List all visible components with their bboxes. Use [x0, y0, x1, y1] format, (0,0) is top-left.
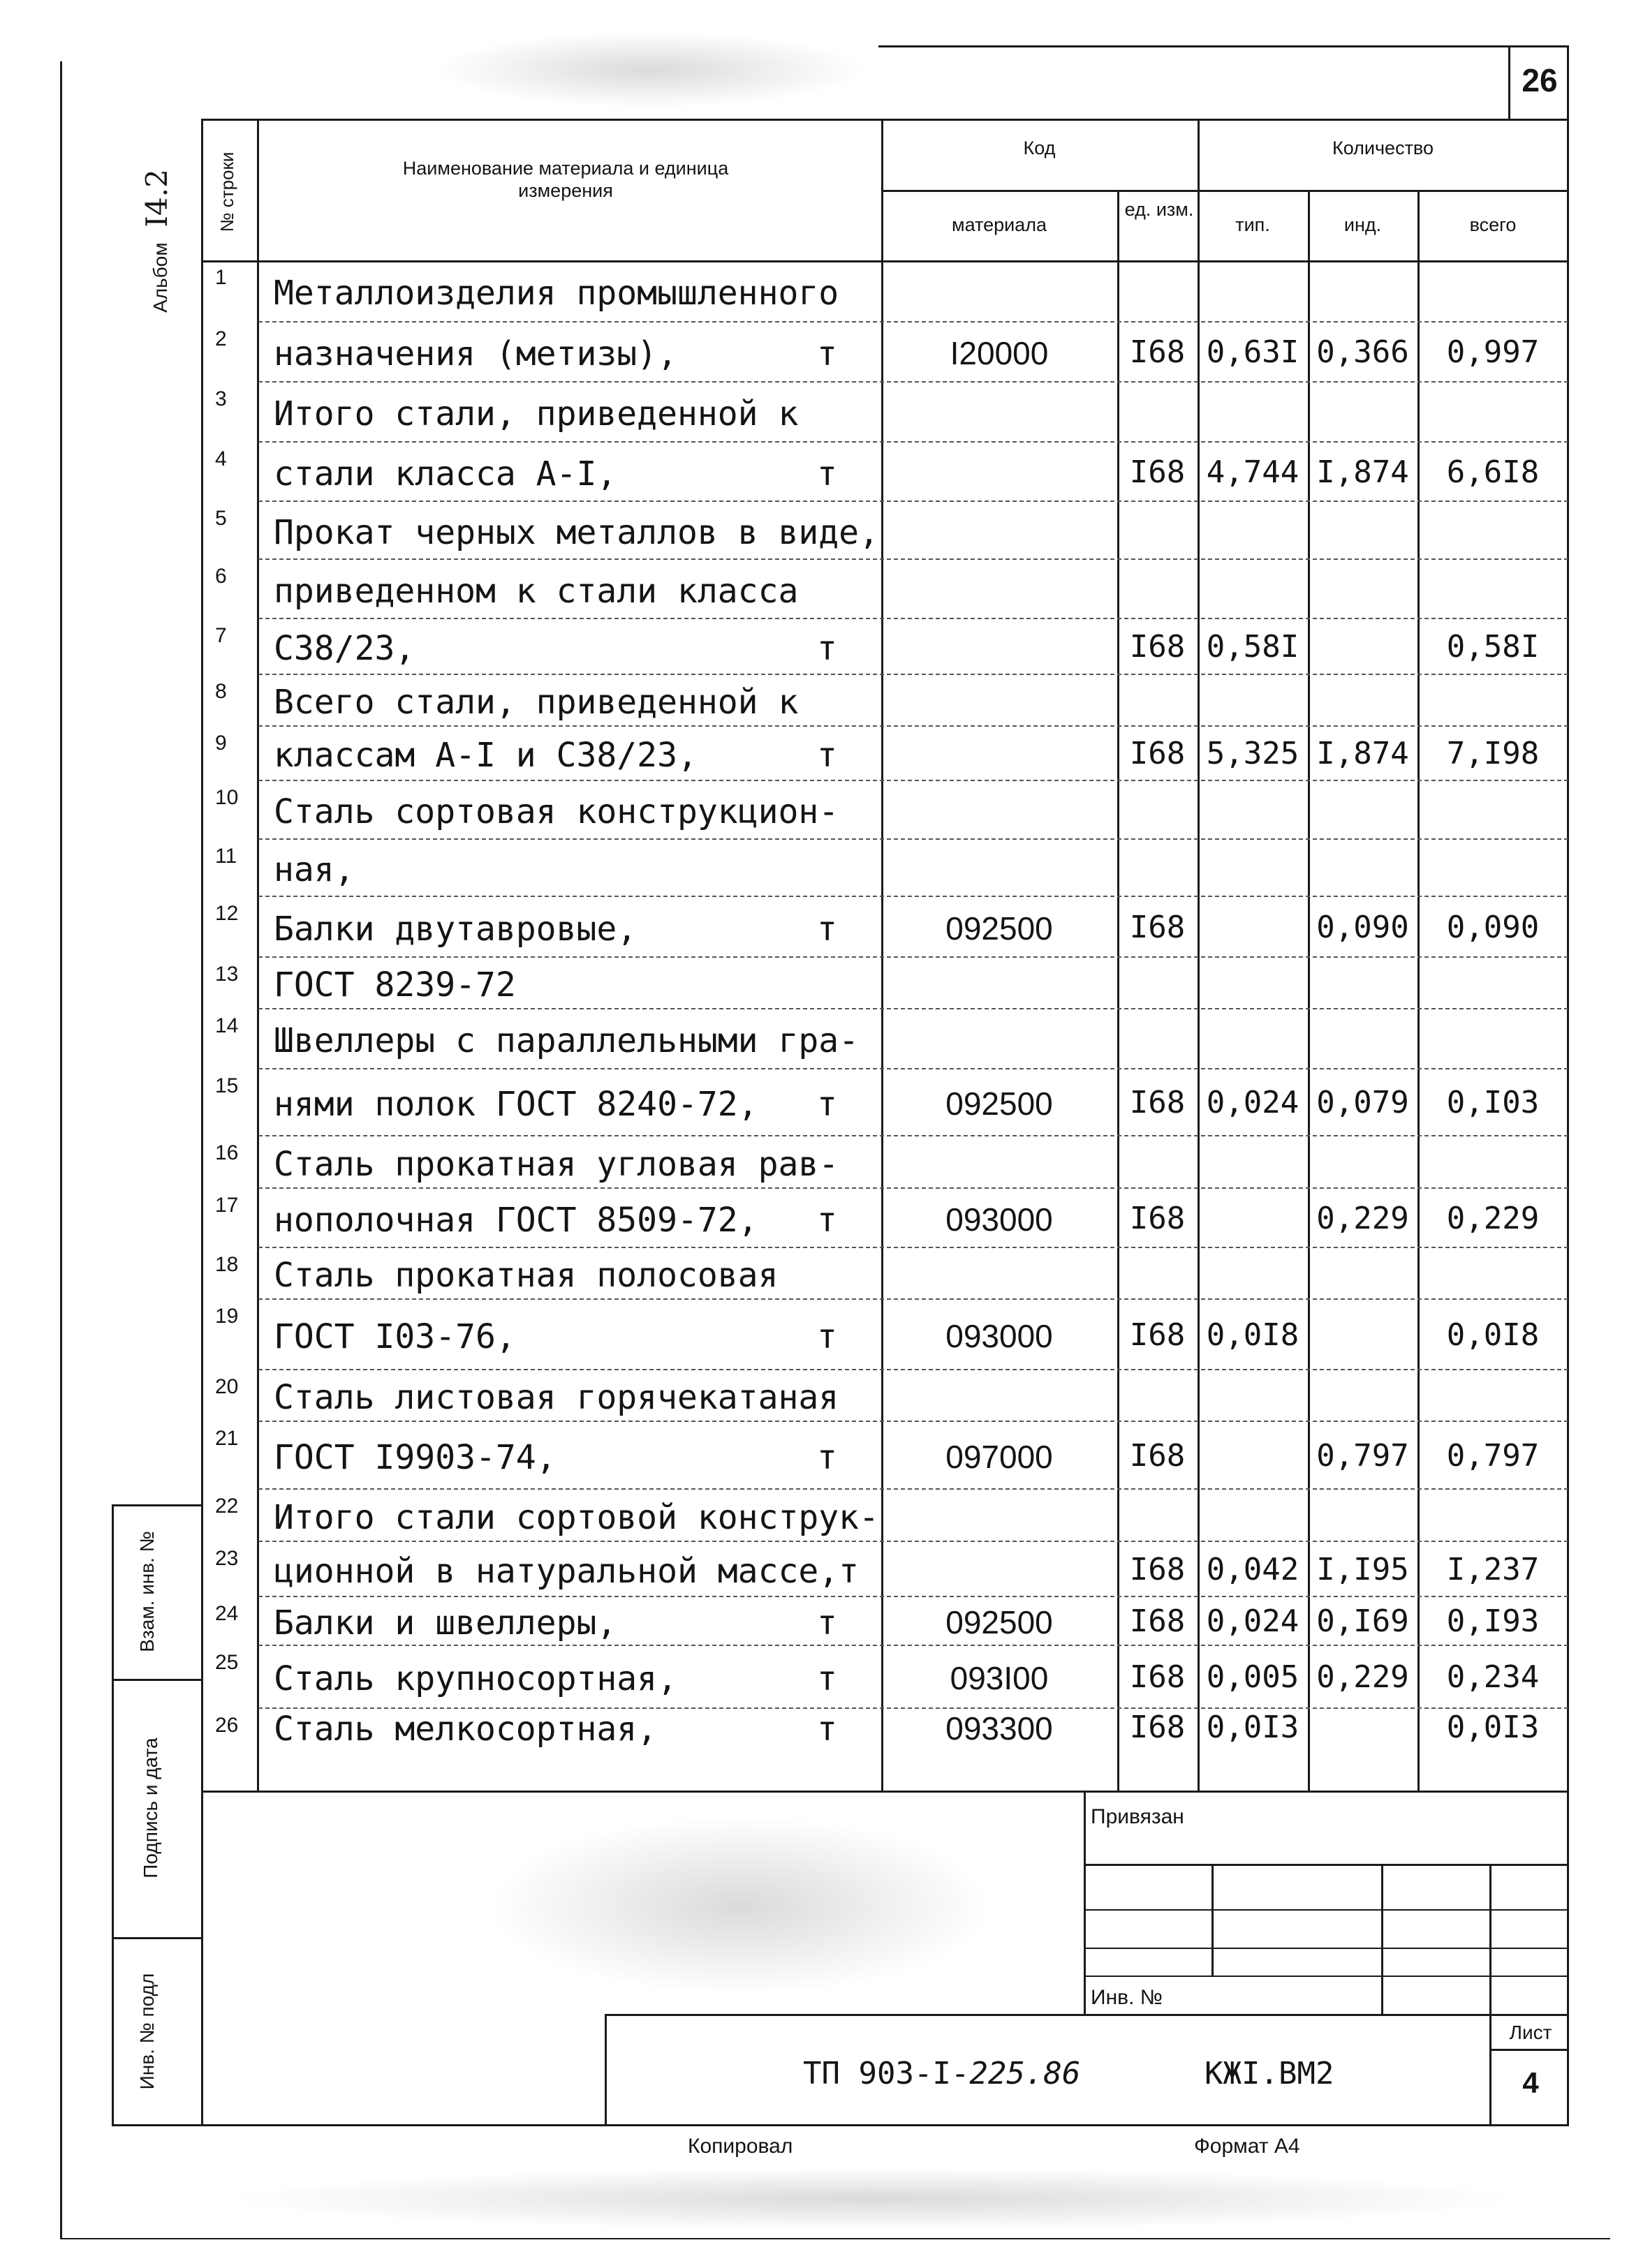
material-code: 092500	[945, 910, 1053, 947]
material-name: Металлоизделия промышленного	[274, 274, 839, 313]
qty-total: 0,229	[1446, 1200, 1540, 1236]
stamp-inv-label: Инв. №	[1091, 1986, 1163, 2009]
qty-ind: I,874	[1316, 454, 1409, 490]
unit-mark: т	[817, 1317, 837, 1356]
material-name: Сталь прокатная полосовая	[274, 1256, 779, 1295]
qty-ind: 0,I69	[1316, 1603, 1409, 1639]
row-number: 7	[215, 624, 227, 647]
table-bottom-line	[202, 1791, 1568, 1793]
stamp-designation-code: КЖI.ВМ2	[1205, 2056, 1334, 2091]
unit-code: I68	[1129, 1437, 1186, 1474]
stamp-main-left	[605, 2014, 607, 2126]
material-name: ционной в натуральной массе,т	[274, 1551, 860, 1591]
qty-typ: 0,024	[1206, 1603, 1299, 1639]
row-number: 21	[215, 1427, 239, 1450]
material-name: Всего стали, приведенной к	[274, 683, 799, 722]
stamp-col-1	[1211, 1864, 1214, 1976]
material-code: I20000	[950, 335, 1049, 371]
row-number: 8	[215, 680, 227, 703]
unit-code: I68	[1129, 736, 1186, 771]
row-number: 20	[215, 1375, 239, 1398]
row-number: 13	[215, 963, 239, 986]
material-name: Итого стали, приведенной к	[274, 394, 799, 433]
unit-mark: т	[817, 454, 837, 494]
row-number: 18	[215, 1253, 239, 1276]
outer-frame-left	[60, 61, 62, 2239]
sign-date-label: Подпись и дата	[140, 1737, 161, 1878]
material-code: 093000	[945, 1201, 1053, 1238]
unit-mark: т	[817, 1437, 837, 1477]
footer-copied: Копировал	[688, 2135, 793, 2158]
qty-total: 0,58I	[1446, 629, 1540, 665]
table-row	[202, 839, 1568, 896]
material-code: 093I00	[950, 1660, 1049, 1696]
qty-ind: 0,229	[1316, 1200, 1409, 1236]
row-number: 19	[215, 1305, 239, 1328]
qty-typ: 4,744	[1206, 454, 1299, 490]
row-number: 12	[215, 902, 239, 925]
material-code: 093300	[945, 1710, 1053, 1747]
page-number-top	[878, 45, 1568, 47]
row-number: 16	[215, 1141, 239, 1164]
album-number: I4.2	[140, 169, 174, 228]
qty-ind: I,I95	[1316, 1551, 1409, 1587]
header-quantity: Количество	[1332, 138, 1434, 158]
header-row-no	[209, 136, 251, 255]
header-row-no-text: № строки	[216, 151, 237, 232]
material-name: Балки и швеллеры,	[274, 1603, 617, 1643]
qty-typ: 0,024	[1206, 1085, 1299, 1120]
qty-total: 0,I93	[1446, 1603, 1540, 1639]
material-name: Сталь крупносортная,	[274, 1659, 677, 1698]
album-label	[140, 161, 175, 321]
side-strip-top	[112, 1504, 202, 1506]
stamp-col-3	[1489, 1864, 1491, 2126]
qty-ind: 0,090	[1316, 909, 1409, 945]
qty-total: I,237	[1446, 1551, 1540, 1587]
inv-replace-label: Взам. инв. №	[136, 1531, 158, 1652]
qty-total: 0,0I8	[1446, 1317, 1540, 1353]
qty-ind: 0,797	[1316, 1437, 1409, 1474]
stamp-line-4	[1084, 1976, 1568, 1977]
material-name: классам А-I и С38/23,	[274, 736, 698, 775]
row-number: 26	[215, 1714, 239, 1737]
stamp-col-2	[1381, 1864, 1383, 2014]
material-code: 092500	[945, 1085, 1053, 1122]
qty-typ: 0,63I	[1206, 334, 1299, 370]
row-number: 22	[215, 1495, 239, 1518]
qty-typ: 0,0I8	[1206, 1317, 1299, 1353]
stamp-line-1	[1084, 1864, 1568, 1866]
scan-smudge	[223, 2167, 1522, 2230]
inv-original-label: Инв. № подл	[136, 1973, 158, 2090]
material-name: нополочная ГОСТ 8509-72,	[274, 1200, 758, 1240]
stamp-line-3	[1084, 1948, 1568, 1949]
material-name: ГОСТ 8239-72	[274, 965, 516, 1005]
material-name: ная,	[274, 850, 355, 889]
side-strip-left	[112, 1504, 114, 2126]
material-name: нями полок ГОСТ 8240-72,	[274, 1085, 758, 1124]
row-number: 6	[215, 565, 227, 588]
qty-ind: 0,366	[1316, 334, 1409, 370]
side-strip-div2	[112, 1937, 202, 1939]
unit-code: I68	[1129, 1710, 1186, 1745]
unit-code: I68	[1129, 1317, 1186, 1353]
unit-code: I68	[1129, 1085, 1186, 1120]
header-material: материала	[952, 214, 1047, 235]
album-label-text: Альбом	[149, 242, 171, 313]
row-number: 2	[215, 327, 227, 350]
unit-code: I68	[1129, 454, 1186, 490]
qty-ind: 0,079	[1316, 1085, 1409, 1120]
page-number-divider	[1508, 45, 1510, 119]
stamp-designation	[803, 2056, 1080, 2091]
material-name: С38/23,	[274, 629, 415, 668]
qty-ind: I,874	[1316, 736, 1409, 771]
unit-mark: т	[817, 1659, 837, 1698]
row-number: 4	[215, 447, 227, 470]
unit-mark: т	[817, 629, 837, 668]
qty-total: 0,234	[1446, 1659, 1540, 1695]
unit-code: I68	[1129, 334, 1186, 370]
frame-top	[202, 119, 1568, 121]
qty-total: 0,797	[1446, 1437, 1540, 1474]
qty-total: 0,090	[1446, 909, 1540, 945]
stamp-designation-b: 225.86	[969, 2056, 1081, 2091]
qty-total: 0,0I3	[1446, 1710, 1540, 1745]
row-number: 10	[215, 786, 239, 809]
header-mid-line	[881, 190, 1568, 192]
material-name: Итого стали сортовой конструк-	[274, 1497, 879, 1537]
stamp-sheet-line	[1489, 2049, 1568, 2051]
side-strip-div1	[112, 1679, 202, 1681]
row-number: 24	[215, 1602, 239, 1625]
unit-code: I68	[1129, 1551, 1186, 1587]
unit-code: I68	[1129, 1659, 1186, 1695]
material-name: ГОСТ I03-76,	[274, 1317, 516, 1356]
page-number: 26	[1522, 62, 1558, 98]
scan-smudge	[433, 31, 866, 108]
row-number: 11	[215, 845, 237, 868]
unit-code: I68	[1129, 1603, 1186, 1639]
unit-mark: т	[817, 1200, 837, 1240]
material-name: стали класса А-I,	[274, 454, 617, 494]
header-ind: инд.	[1343, 214, 1382, 235]
header-unit: ед. изм.	[1124, 199, 1194, 220]
unit-mark: т	[817, 736, 837, 775]
row-number: 14	[215, 1014, 239, 1037]
frame-bottom	[112, 2124, 1569, 2126]
header-name: Наименование материала и единица измерения	[402, 158, 729, 202]
stamp-sheet-label: Лист	[1509, 2022, 1552, 2043]
stamp-designation-a: ТП 903-I-	[803, 2056, 970, 2091]
material-code: 092500	[945, 1604, 1053, 1640]
material-name: Сталь листовая горячекатаная	[274, 1378, 839, 1417]
material-name: Прокат черных металлов в виде,	[274, 512, 879, 552]
row-number: 1	[215, 266, 227, 289]
outer-frame-bottom	[60, 2238, 1610, 2239]
row-number: 23	[215, 1547, 239, 1570]
qty-typ: 0,58I	[1206, 629, 1299, 665]
material-name: Сталь сортовая конструкцион-	[274, 792, 839, 831]
stamp-bound-label: Привязан	[1091, 1805, 1184, 1828]
unit-mark: т	[817, 334, 837, 373]
material-name: Сталь прокатная угловая рав-	[274, 1144, 839, 1184]
unit-code: I68	[1129, 1200, 1186, 1236]
row-number: 15	[215, 1074, 239, 1097]
qty-total: 6,6I8	[1446, 454, 1540, 490]
footer-format: Формат А4	[1194, 2135, 1300, 2158]
material-name: Швеллеры с параллельными гра-	[274, 1021, 860, 1060]
material-code: 097000	[945, 1438, 1053, 1475]
stamp-sheet-number: 4	[1522, 2066, 1539, 2099]
unit-mark: т	[817, 909, 837, 949]
qty-ind: 0,229	[1316, 1659, 1409, 1695]
material-name: Сталь мелкосортная,	[274, 1710, 658, 1749]
material-name: ГОСТ I9903-74,	[274, 1437, 557, 1477]
material-code: 093000	[945, 1317, 1053, 1354]
qty-total: 7,I98	[1446, 736, 1540, 771]
qty-total: 0,997	[1446, 334, 1540, 370]
header-total: всего	[1469, 214, 1517, 235]
unit-mark: т	[817, 1085, 837, 1124]
qty-typ: 5,325	[1206, 736, 1299, 771]
row-number: 17	[215, 1194, 239, 1217]
header-code: Код	[1023, 138, 1056, 158]
material-name: назначения (метизы),	[274, 334, 677, 373]
row-number: 9	[215, 732, 227, 755]
unit-code: I68	[1129, 629, 1186, 665]
stamp-main-top	[605, 2014, 1568, 2016]
scan-smudge	[489, 1815, 992, 1996]
header-typ: тип.	[1235, 214, 1270, 235]
row-number: 3	[215, 387, 227, 410]
row-number: 5	[215, 507, 227, 530]
qty-total: 0,I03	[1446, 1085, 1540, 1120]
unit-code: I68	[1129, 909, 1186, 945]
stamp-left-line	[1084, 1791, 1086, 2014]
material-name: приведенном к стали класса	[274, 571, 799, 611]
unit-mark: т	[817, 1710, 837, 1749]
qty-typ: 0,042	[1206, 1551, 1299, 1587]
qty-typ: 0,005	[1206, 1659, 1299, 1695]
stamp-line-2	[1084, 1909, 1568, 1911]
unit-mark: т	[817, 1603, 837, 1643]
material-name: Балки двутавровые,	[274, 909, 638, 949]
row-number: 25	[215, 1651, 239, 1674]
qty-typ: 0,0I3	[1206, 1710, 1299, 1745]
